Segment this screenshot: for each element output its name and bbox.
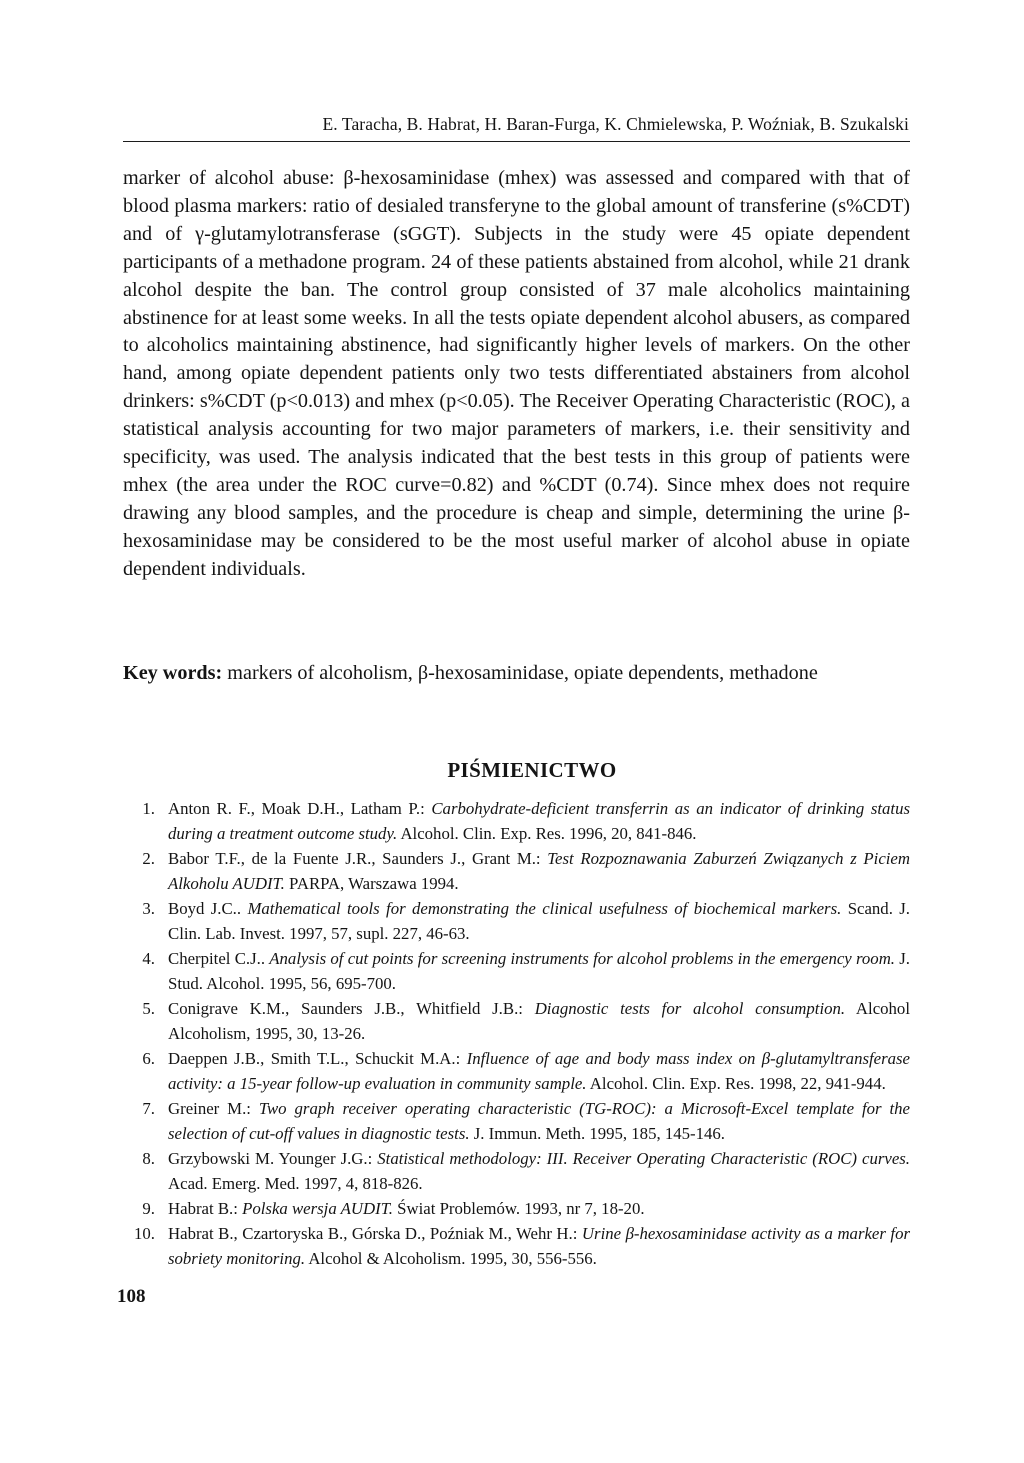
reference-item xyxy=(123,1096,910,1146)
reference-number: 6. xyxy=(142,1049,155,1068)
reference-list xyxy=(123,796,910,1271)
reference-authors: Anton R. F., Moak D.H., Latham P.: xyxy=(168,799,432,818)
reference-authors: Habrat B.: xyxy=(168,1199,243,1218)
page-number: 108 xyxy=(117,1286,146,1307)
reference-item xyxy=(123,1196,910,1221)
reference-number: 1. xyxy=(142,799,155,818)
header-rule xyxy=(123,141,910,142)
reference-source: Alcohol Alcoholism, 1995, 30, 13-26. xyxy=(168,999,910,1043)
reference-item xyxy=(123,896,910,946)
reference-source: Alcohol & Alcoholism. 1995, 30, 556-556. xyxy=(305,1249,597,1268)
abstract-text: marker of alcohol abuse: β-hexosaminidase (mhex) was assessed and compared with that of blood plasma markers: ratio of desialed transferyne to the global amount of transferine (s%CDT) and of γ-glutamylotransferase (sGGT). Subjects in the study were 45 opiate dependent participants of a methadone program. 24 of these patients abstained from alcohol, while 21 drank alcohol despite the ban. The control group consisted of 37 male alcoholics maintaining abstinence for at least some weeks. In all the tests opiate dependent alcohol abusers, as compared to alcoholics maintaining abstinence, had significantly higher levels of markers. On the other hand, among opiate dependent patients only two tests differentiated abstainers from alcohol drinkers: s%CDT (p<0.013) and mhex (p<0.05). The Receiver Operating Characteristic (ROC), a statistical analysis accounting for two major parameters of markers, i.e. their sensitivity and specificity, was used. The analysis indicated that the best tests in this group of patients were mhex (the area under the ROC curve=0.82) and %CDT (0.74). Since mhex does not require drawing any blood samples, and the procedure is cheap and simple, determining the urine β-hexosaminidase may be considered to be the most useful marker of alcohol abuse in opiate dependent individuals. xyxy=(123,167,910,580)
keywords xyxy=(123,660,910,688)
keywords-label: Key words: xyxy=(123,662,223,684)
reference-authors: Grzybowski M. Younger J.G.: xyxy=(168,1149,378,1168)
keywords-text: markers of alcoholism, β-hexosaminidase, opiate dependents, methadone xyxy=(227,662,818,684)
reference-source: Acad. Emerg. Med. 1997, 4, 818-826. xyxy=(168,1174,423,1193)
reference-source: J. Immun. Meth. 1995, 185, 145-146. xyxy=(469,1124,725,1143)
reference-number: 3. xyxy=(142,899,155,918)
reference-title: Urine β-hexosaminidase activity as a marker for sobriety monitoring. xyxy=(168,1224,910,1268)
reference-source: J. Stud. Alcohol. 1995, 56, 695-700. xyxy=(168,949,911,993)
reference-authors: Habrat B., Czartoryska B., Górska D., Poźniak M., Wehr H.: xyxy=(168,1224,582,1243)
reference-number: 2. xyxy=(142,849,155,868)
reference-number: 8. xyxy=(142,1149,155,1168)
reference-title: Diagnostic tests for alcohol consumption. xyxy=(534,999,846,1018)
reference-title: Influence of age and body mass index on β-glutamyltransferase activity: a 15-year follow-up evaluation in community sample. xyxy=(168,1049,910,1093)
reference-source: Scand. J. Clin. Lab. Invest. 1997, 57, supl. 227, 46-63. xyxy=(168,899,911,943)
reference-title: Polska wersja AUDIT. xyxy=(242,1199,393,1218)
reference-number: 4. xyxy=(142,949,155,968)
reference-title: Carbohydrate-deficient transferrin as an indicator of drinking status during a treatment outcome study. xyxy=(168,799,910,843)
reference-item xyxy=(123,996,910,1046)
reference-source: Alcohol. Clin. Exp. Res. 1998, 22, 941-944. xyxy=(586,1074,886,1093)
reference-title: Two graph receiver operating characteristic (TG-ROC): a Microsoft-Excel template for the selection of cut-off values in diagnostic tests. xyxy=(168,1099,910,1143)
reference-authors: Conigrave K.M., Saunders J.B., Whitfield J.B.: xyxy=(168,999,535,1018)
reference-authors: Cherpitel C.J.. xyxy=(168,949,270,968)
reference-authors: Daeppen J.B., Smith T.L., Schuckit M.A.: xyxy=(168,1049,467,1068)
reference-title: Statistical methodology: III. Receiver Operating Characteristic (ROC) curves. xyxy=(377,1149,911,1168)
running-header: E. Taracha, B. Habrat, H. Baran-Furga, K. Chmielewska, P. Woźniak, B. Szukalski xyxy=(322,114,909,134)
reference-authors: Greiner M.: xyxy=(168,1099,259,1118)
reference-number: 7. xyxy=(142,1099,155,1118)
reference-title: Test Rozpoznawania Zaburzeń Związanych z Piciem Alkoholu AUDIT. xyxy=(168,849,910,893)
reference-title: Analysis of cut points for screening instruments for alcohol problems in the emergency room. xyxy=(269,949,896,968)
reference-item xyxy=(123,1221,910,1271)
reference-item xyxy=(123,796,910,846)
reference-source: PARPA, Warszawa 1994. xyxy=(284,874,459,893)
reference-item xyxy=(123,946,910,996)
reference-authors: Boyd J.C.. xyxy=(168,899,248,918)
reference-source: Alcohol. Clin. Exp. Res. 1996, 20, 841-846. xyxy=(397,824,697,843)
references-title: PIŚMIENICTWO xyxy=(447,758,617,782)
reference-item xyxy=(123,1046,910,1096)
reference-number: 10. xyxy=(134,1224,155,1243)
reference-item xyxy=(123,1146,910,1196)
reference-authors: Babor T.F., de la Fuente J.R., Saunders J., Grant M.: xyxy=(168,849,548,868)
reference-item xyxy=(123,846,910,896)
reference-title: Mathematical tools for demonstrating the clinical usefulness of biochemical markers. xyxy=(247,899,842,918)
reference-number: 9. xyxy=(142,1199,155,1218)
reference-source: Świat Problemów. 1993, nr 7, 18-20. xyxy=(392,1199,645,1218)
reference-number: 5. xyxy=(142,999,155,1018)
